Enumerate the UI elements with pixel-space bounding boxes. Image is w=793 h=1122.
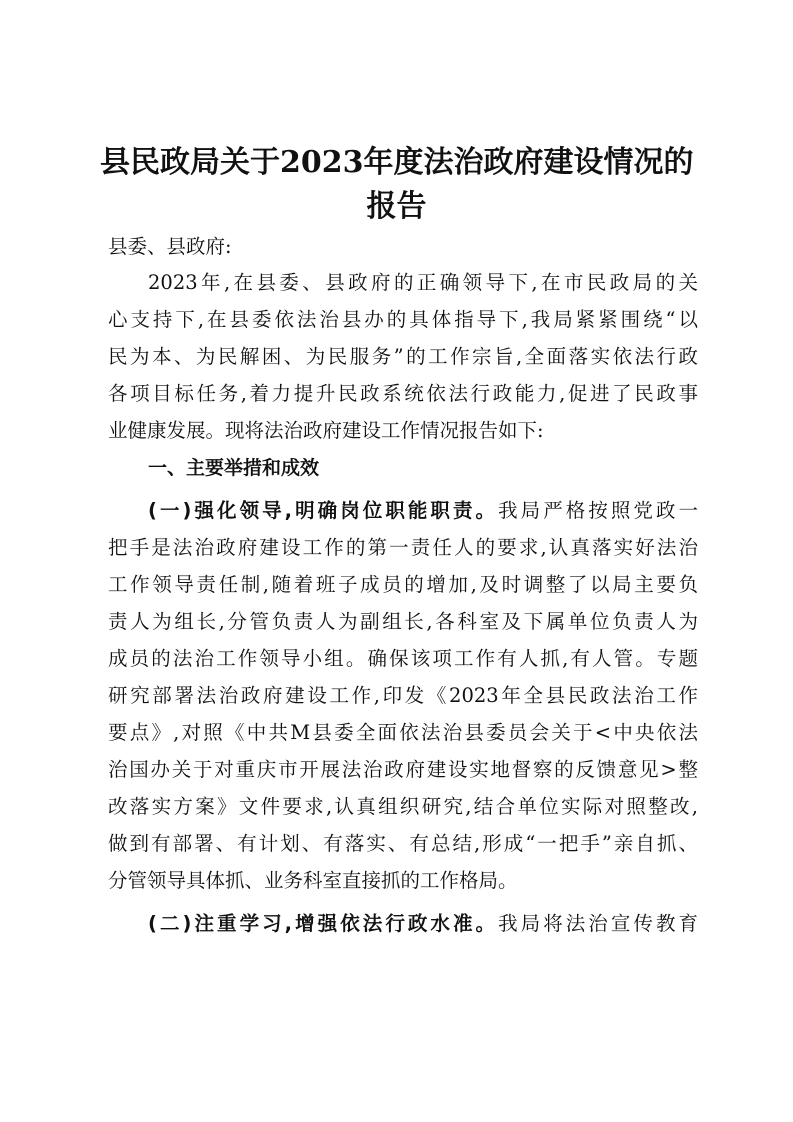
item1-first-rest: 我局严格按照党政一 [498, 499, 698, 522]
section-heading-1: 一、主要举措和成效 [148, 457, 320, 479]
document-title-line-1: 县民政局关于2023年度法治政府建设情况的 [100, 145, 694, 180]
intro-line-5: 业健康发展。现将法治政府建设工作情况报告如下: [108, 419, 544, 442]
item1-line-7: 要点》,对照《中共M县委全面依法治县委员会关于<中央依法 [108, 721, 698, 744]
item1-line-6: 研究部署法治政府建设工作,印发《2023年全县民政法治工作 [108, 684, 698, 707]
item1-line-10: 做到有部署、有计划、有落实、有总结,形成“一把手”亲自抓、 [108, 832, 698, 855]
intro-line-2: 心支持下,在县委依法治县办的具体指导下,我局紧紧围绕“以 [108, 308, 698, 331]
item1-line-11: 分管领导具体抓、业务科室直接抓的工作格局。 [108, 869, 518, 892]
item2-lead: (二)注重学习,增强依法行政水准。 [148, 912, 499, 935]
item2-first-rest: 我局将法治宣传教育 [498, 912, 698, 935]
item1-lead: (一)强化领导,明确岗位职能职责。 [148, 499, 499, 522]
intro-line-3: 民为本、为民解困、为民服务”的工作宗旨,全面落实依法行政 [108, 345, 698, 368]
item1-line-4: 责人为组长,分管负责人为副组长,各科室及下属单位负责人为 [108, 610, 698, 633]
item1-line-2: 把手是法治政府建设工作的第一责任人的要求,认真落实好法治 [108, 536, 698, 559]
item1-line-8: 治国办关于对重庆市开展法治政府建设实地督察的反馈意见>整 [108, 758, 698, 781]
item1-first-line [148, 496, 698, 526]
item2-first-line [148, 909, 698, 939]
item1-line-9: 改落实方案》文件要求,认真组织研究,结合单位实际对照整改, [108, 795, 698, 818]
document-title-line-2: 报告 [366, 189, 427, 224]
item1-line-5: 成员的法治工作领导小组。确保该项工作有人抓,有人管。专题 [108, 647, 698, 670]
intro-line-4: 各项目标任务,着力提升民政系统依法行政能力,促进了民政事 [108, 382, 698, 405]
salutation: 县委、县政府: [108, 235, 232, 258]
item1-line-3: 工作领导责任制,随着班子成员的增加,及时调整了以局主要负 [108, 573, 698, 596]
intro-line-1: 2023年,在县委、县政府的正确领导下,在市民政局的关 [148, 271, 698, 294]
